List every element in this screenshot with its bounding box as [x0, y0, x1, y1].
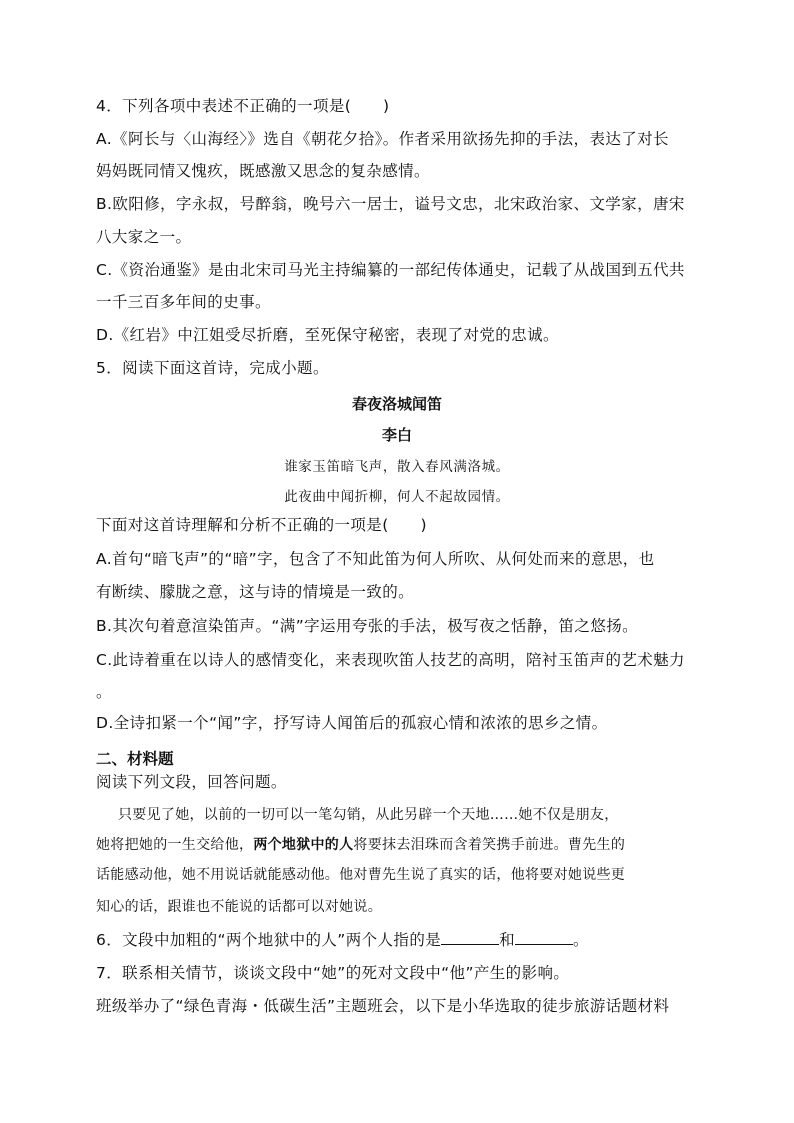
passage-line-4: 知心的话，跟谁也不能说的话都可以对她说。 [96, 899, 382, 915]
section-heading: 二、材料题 [96, 750, 174, 768]
q5-option-c-line1: C.此诗着重在以诗人的感情变化，来表现吹笛人技艺的高明，陪衬玉笛声的艺术魅力 [96, 651, 685, 669]
q5-option-a-line2: 有断续、朦胧之意，这与诗的情境是一致的。 [96, 583, 415, 601]
q6-answer-blank-1[interactable] [441, 930, 499, 945]
q4-option-d: D.《红岩》中江姐受尽折磨，至死保守秘密，表现了对党的忠诚。 [96, 326, 559, 344]
passage-line-2-pre: 她将把她的一生交给他， [96, 837, 254, 853]
q4-option-a-line2: 妈妈既同情又愧疚，既感激又思念的复杂感情。 [96, 162, 430, 180]
q5-option-d: D.全诗扣紧一个“闻”字，抒写诗人闻笛后的孤寂心情和浓浓的思乡之情。 [96, 714, 608, 732]
passage-bold-phrase: 两个地狱中的人 [253, 837, 354, 853]
topic-intro-line: 班级举办了“绿色青海・低碳生活”主题班会，以下是小华选取的徒步旅游话题材料 [96, 997, 670, 1015]
passage-line-2 [96, 835, 625, 855]
passage-line-3: 话能感动他，她不用说话就能感动他。他对曹先生说了真实的话，他将要对她说些更 [96, 867, 626, 883]
q4-option-b-line2: 八大家之一。 [96, 228, 192, 246]
poem-line-1: 谁家玉笛暗飞声，散入春风满洛城。 [284, 459, 510, 475]
q5-option-a-line1: A.首句“暗飞声”的“暗”字，包含了不知此笛为何人所吹、从何处而来的意思，也 [96, 550, 655, 568]
q4-stem: 4．下列各项中表述不正确的一项是( ) [96, 97, 390, 115]
q4-option-c-line2: 一千三百多年间的史事。 [96, 293, 271, 311]
q6-answer-blank-2[interactable] [515, 930, 573, 945]
q5-question: 下面对这首诗理解和分析不正确的一项是( ) [96, 516, 427, 534]
q5-option-c-line2: 。 [96, 683, 112, 701]
q7-stem: 7．联系相关情节，谈谈文段中“她”的死对文段中“他”产生的影响。 [96, 964, 570, 982]
poem-title: 春夜洛城闻笛 [351, 395, 442, 413]
passage-line-2-post: 将要抹去泪珠而含着笑携手前进。曹先生的 [353, 837, 626, 853]
q5-option-b: B.其次句着意渲染笛声。“满”字运用夸张的手法，极写夜之恬静，笛之悠扬。 [96, 617, 639, 635]
poem-author: 李白 [381, 426, 412, 444]
q6-connector: 和 [499, 931, 516, 949]
q4-option-c-line1: C.《资治通鉴》是由北宋司马光主持编纂的一部纪传体通史，记载了从战国到五代共 [96, 261, 685, 279]
q4-option-a-line1: A.《阿长与〈山海经〉》选自《朝花夕拾》。作者采用欲扬先抑的手法，表达了对长 [96, 130, 669, 148]
passage-line-1: 只要见了她，以前的一切可以一笔勾销，从此另辟一个天地……她不仅是朋友， [118, 807, 619, 823]
q6-stem [96, 930, 589, 950]
q6-end: 。 [573, 931, 589, 949]
q5-stem: 5．阅读下面这首诗，完成小题。 [96, 359, 329, 377]
q6-text: 6．文段中加粗的“两个地狱中的人”两个人指的是 [96, 931, 442, 949]
q4-option-b-line1: B.欧阳修，字永叔，号醉翁，晚号六一居士，谥号文忠，北宋政治家、文学家，唐宋 [96, 195, 685, 213]
section-instruction: 阅读下列文段，回答问题。 [96, 773, 287, 791]
poem-line-2: 此夜曲中闻折柳，何人不起故园情。 [284, 489, 510, 505]
